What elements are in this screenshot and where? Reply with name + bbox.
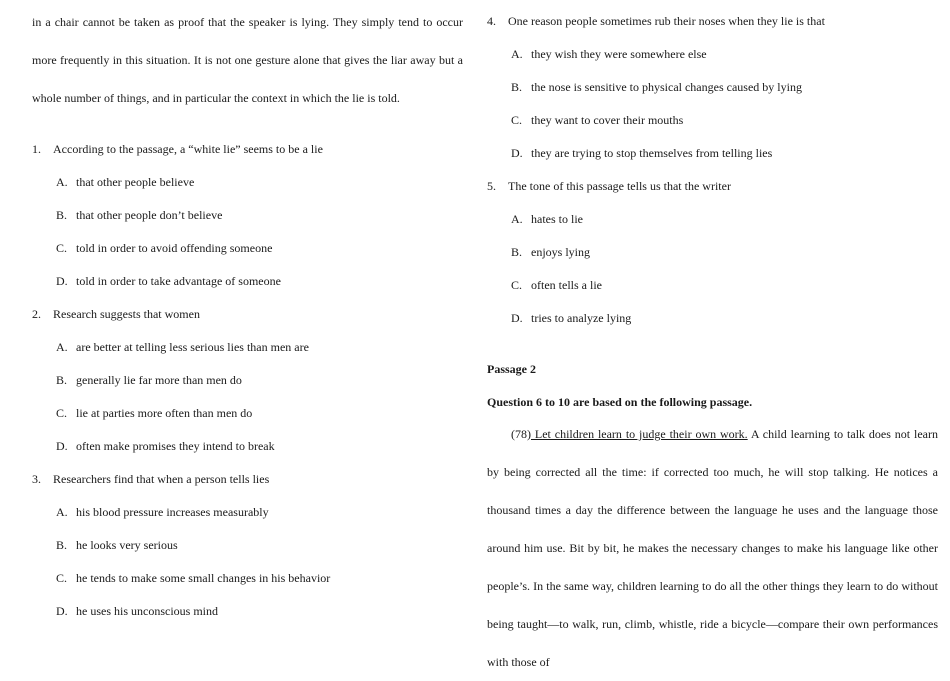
question-stem: Research suggests that women xyxy=(53,307,200,321)
question-stem: According to the passage, a “white lie” seems to be a lie xyxy=(53,142,323,156)
option-d[interactable] xyxy=(56,595,463,628)
passage-marker: (78) xyxy=(511,427,531,441)
question-2 xyxy=(32,298,463,331)
option-letter: B. xyxy=(56,373,68,387)
option-text: they want to cover their mouths xyxy=(531,113,684,127)
option-b[interactable] xyxy=(56,199,463,232)
option-letter: D. xyxy=(56,439,68,453)
option-text: that other people don’t believe xyxy=(76,208,223,222)
option-a[interactable] xyxy=(56,166,463,199)
option-letter: B. xyxy=(56,538,68,552)
question-number: 2. xyxy=(32,307,41,321)
option-text: they are trying to stop themselves from telling lies xyxy=(531,146,773,160)
option-c[interactable] xyxy=(56,232,463,265)
option-b[interactable] xyxy=(56,364,463,397)
option-text: he uses his unconscious mind xyxy=(76,604,218,618)
option-b[interactable] xyxy=(511,71,938,104)
option-letter: B. xyxy=(511,245,523,259)
option-c[interactable] xyxy=(511,104,938,137)
option-text: the nose is sensitive to physical changes caused by lying xyxy=(531,80,802,94)
option-text: hates to lie xyxy=(531,212,583,226)
option-letter: D. xyxy=(511,311,523,325)
option-letter: A. xyxy=(511,47,523,61)
right-question-list xyxy=(487,5,938,335)
option-letter: A. xyxy=(511,212,523,226)
option-text: are better at telling less serious lies than men are xyxy=(76,340,309,354)
option-letter: D. xyxy=(511,146,523,160)
option-letter: D. xyxy=(56,274,68,288)
option-letter: A. xyxy=(56,505,68,519)
question-5 xyxy=(487,170,938,203)
option-c[interactable] xyxy=(511,269,938,302)
option-b[interactable] xyxy=(511,236,938,269)
option-c[interactable] xyxy=(56,562,463,595)
option-letter: C. xyxy=(56,406,68,420)
left-question-list xyxy=(32,133,463,628)
question-number: 1. xyxy=(32,142,41,156)
option-letter: B. xyxy=(56,208,68,222)
option-letter: C. xyxy=(511,278,523,292)
option-letter: C. xyxy=(511,113,523,127)
option-text: told in order to take advantage of someone xyxy=(76,274,281,288)
passage-2-instruction: Question 6 to 10 are based on the following passage. xyxy=(487,395,753,409)
option-text: that other people believe xyxy=(76,175,195,189)
option-text: he looks very serious xyxy=(76,538,178,552)
passage-1-continuation: in a chair cannot be taken as proof that the speaker is lying. They simply tend to occur more frequently in this situation. It is not one gesture alone that gives the liar away but a whole number of things, and in particular the context in which the lie is told. xyxy=(32,15,463,105)
option-text: often tells a lie xyxy=(531,278,602,292)
right-column xyxy=(487,0,938,681)
option-d[interactable] xyxy=(56,265,463,298)
question-4 xyxy=(487,5,938,38)
option-text: they wish they were somewhere else xyxy=(531,47,707,61)
passage-2-heading: Passage 2 xyxy=(487,362,536,376)
option-letter: C. xyxy=(56,571,68,585)
option-text: enjoys lying xyxy=(531,245,590,259)
option-text: told in order to avoid offending someone xyxy=(76,241,273,255)
left-column xyxy=(32,0,463,628)
passage-body: A child learning to talk does not learn by being corrected all the time: if corrected too much, he will stop talking. He notices a thousand times a day the difference between the language he uses and the language those around him use. Bit by bit, he makes the necessary changes to make his language like other people’s. In the same way, children learning to do all the other things they learn to do without being taught—to walk, run, climb, whistle, ride a bicycle—compare their own performances with those of xyxy=(487,427,938,669)
question-number: 5. xyxy=(487,179,496,193)
question-stem: The tone of this passage tells us that the writer xyxy=(508,179,731,193)
option-letter: C. xyxy=(56,241,68,255)
option-b[interactable] xyxy=(56,529,463,562)
option-a[interactable] xyxy=(56,496,463,529)
option-d[interactable] xyxy=(511,302,938,335)
option-c[interactable] xyxy=(56,397,463,430)
option-d[interactable] xyxy=(56,430,463,463)
option-a[interactable] xyxy=(56,331,463,364)
option-letter: D. xyxy=(56,604,68,618)
question-stem: Researchers find that when a person tells lies xyxy=(53,472,270,486)
option-a[interactable] xyxy=(511,203,938,236)
passage-2-text xyxy=(487,415,938,681)
option-text: generally lie far more than men do xyxy=(76,373,242,387)
question-1 xyxy=(32,133,463,166)
option-text: often make promises they intend to break xyxy=(76,439,275,453)
question-3 xyxy=(32,463,463,496)
option-text: his blood pressure increases measurably xyxy=(76,505,269,519)
option-text: he tends to make some small changes in his behavior xyxy=(76,571,331,585)
option-d[interactable] xyxy=(511,137,938,170)
option-a[interactable] xyxy=(511,38,938,71)
option-letter: A. xyxy=(56,175,68,189)
question-number: 3. xyxy=(32,472,41,486)
question-stem: One reason people sometimes rub their noses when they lie is that xyxy=(508,14,825,28)
option-text: tries to analyze lying xyxy=(531,311,632,325)
option-letter: A. xyxy=(56,340,68,354)
option-text: lie at parties more often than men do xyxy=(76,406,253,420)
passage-underlined-sentence: Let children learn to judge their own work. xyxy=(531,427,748,441)
option-letter: B. xyxy=(511,80,523,94)
question-number: 4. xyxy=(487,14,496,28)
